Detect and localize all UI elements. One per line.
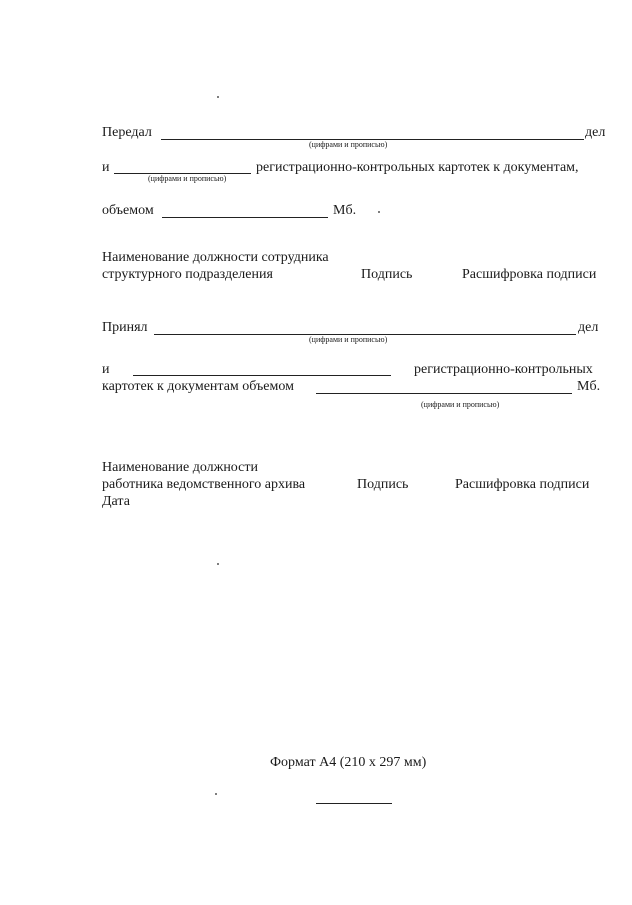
handed-and-label: и xyxy=(102,160,110,175)
employee-decoding-label: Расшифровка подписи xyxy=(462,267,597,282)
handed-volume-label: объемом xyxy=(102,203,154,218)
handed-digits-hint: (цифрами и прописью) xyxy=(309,140,388,149)
handed-mb-unit: Мб. xyxy=(333,203,357,218)
handed-cases-unit: дел xyxy=(585,125,606,140)
archive-signature-label: Подпись xyxy=(357,477,409,492)
handed-label: Передал xyxy=(102,125,152,140)
scan-dot xyxy=(217,563,219,565)
employee-signature-label: Подпись xyxy=(361,267,413,282)
received-and-label: и xyxy=(102,362,110,377)
handed-volume-field[interactable] xyxy=(162,217,328,218)
received-cases-unit: дел xyxy=(578,320,599,335)
footer-underline xyxy=(316,803,392,804)
received-cards-field[interactable] xyxy=(133,375,391,376)
received-cards-text: регистрационно-контрольных xyxy=(414,362,593,377)
archive-date-label: Дата xyxy=(102,494,130,509)
employee-position-line1: Наименование должности сотрудника xyxy=(102,250,329,265)
scan-dot xyxy=(217,96,219,98)
received-volume-hint: (цифрами и прописью) xyxy=(421,400,500,409)
received-cards-text2: картотек к документам объемом xyxy=(102,379,294,394)
archive-position-line1: Наименование должности xyxy=(102,460,258,475)
archive-position-line2: работника ведомственного архива xyxy=(102,477,306,492)
scan-dot xyxy=(378,211,380,213)
handed-cards-hint: (цифрами и прописью) xyxy=(148,174,227,183)
received-volume-field[interactable] xyxy=(316,393,572,394)
employee-position-line2: структурного подразделения xyxy=(102,267,273,282)
scan-dot xyxy=(215,793,217,795)
received-mb-unit: Мб. xyxy=(577,379,601,394)
format-text: Формат А4 (210 х 297 мм) xyxy=(270,755,427,770)
received-label: Принял xyxy=(102,320,148,335)
handed-cards-text: регистрационно-контрольных картотек к документам, xyxy=(256,160,579,175)
received-digits-hint: (цифрами и прописью) xyxy=(309,335,388,344)
archive-decoding-label: Расшифровка подписи xyxy=(455,477,590,492)
